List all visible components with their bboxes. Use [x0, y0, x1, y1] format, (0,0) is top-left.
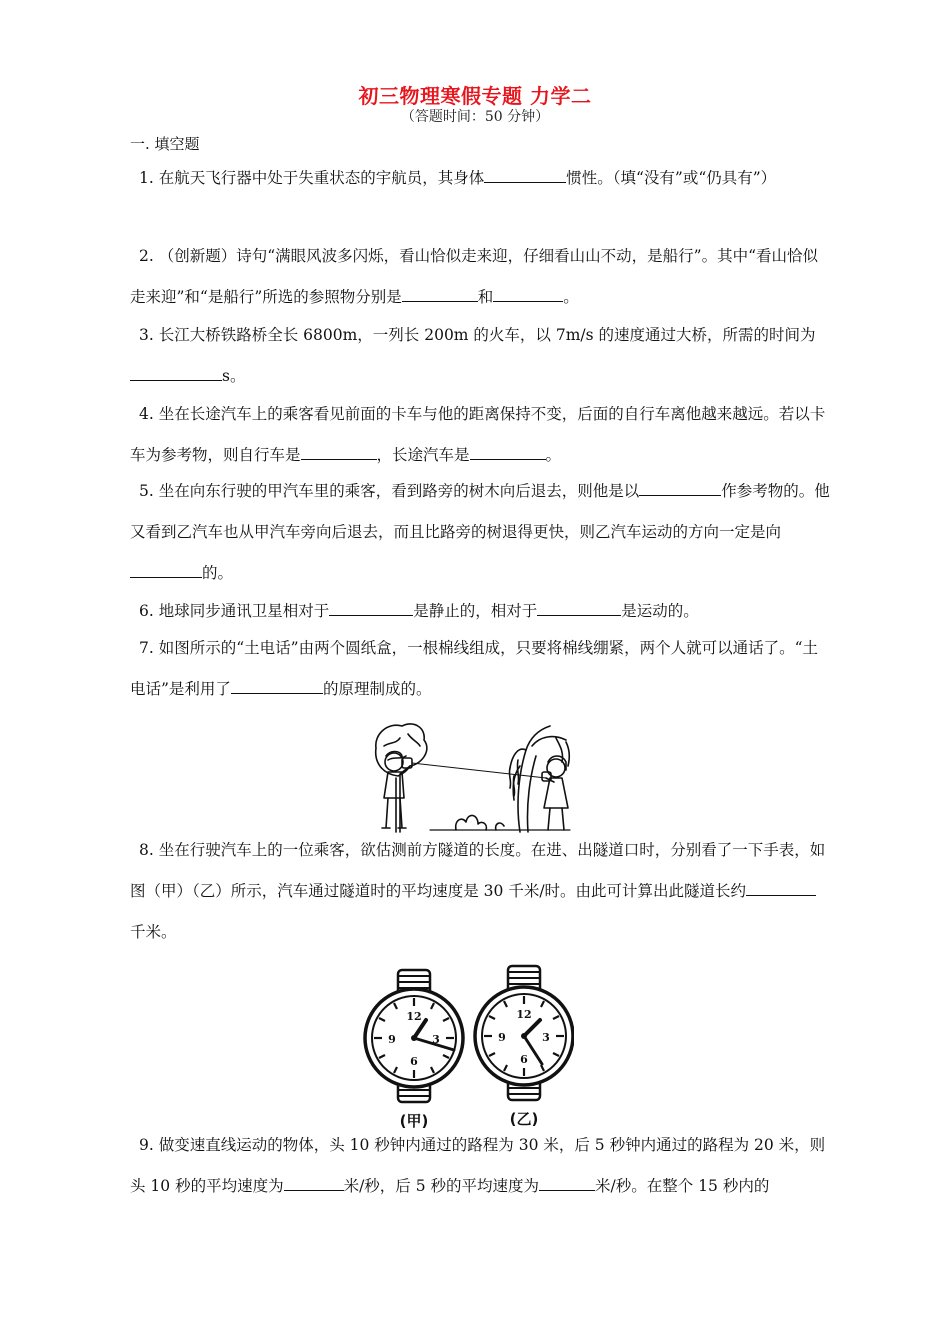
question-3: [130, 315, 830, 397]
question-4-text-a: 4. 坐在长途汽车上的乘客看见前面的卡车与他的距离保持不变，后面的自行车离他越来越远。若以卡车为参考物，则自行车是: [130, 405, 826, 464]
question-5-text-b: 作参考物的。他又看到乙汽车也从甲汽车旁向后退去，而且比路旁的树退得更快，则乙汽车运动的方向一定是向: [130, 482, 830, 541]
question-1-text-a: 1. 在航天飞行器中处于失重状态的宇航员，其身体: [139, 169, 485, 187]
watches-figure: [362, 964, 574, 1134]
question-4: [130, 394, 830, 476]
answer-blank: [329, 597, 413, 616]
dial-number-9: 9: [498, 1031, 506, 1044]
question-2-text-b: 和: [477, 288, 494, 306]
question-6: [130, 591, 830, 632]
answer-blank: [402, 283, 478, 302]
question-2-text-a: 2. （创新题）诗句“满眼风波多闪烁，看山恰似走来迎，仔细看山山不动，是船行”。其中“看山恰似走来迎”和“是船行”所选的参照物分别是: [130, 247, 818, 306]
answer-blank: [746, 877, 816, 896]
question-9-text-b: 米/秒，后 5 秒的平均速度为: [343, 1177, 540, 1195]
answer-blank: [639, 477, 721, 496]
watch-label-jia: (甲): [399, 1112, 429, 1130]
question-9: [130, 1125, 830, 1207]
answer-blank: [493, 283, 563, 302]
question-6-text-c: 是运动的。: [621, 602, 699, 620]
answer-blank: [130, 559, 202, 578]
question-7-text-a: 7. 如图所示的“土电话”由两个圆纸盒，一根棉线组成，只要将棉线绷紧，两个人就可以通话了。“土电话”是利用了: [130, 639, 818, 698]
question-9-text-c: 米/秒。在整个 15 秒内的: [595, 1177, 770, 1195]
question-2: [130, 236, 830, 318]
answer-blank: [537, 597, 621, 616]
question-5: [130, 471, 830, 594]
question-4-text-b: ，长途汽车是: [376, 446, 470, 464]
question-7: [130, 628, 830, 710]
answer-blank: [301, 441, 377, 460]
dial-number-6: 6: [520, 1053, 528, 1066]
question-8: [130, 830, 830, 953]
page-subtitle: （答题时间：50 分钟）: [400, 109, 550, 125]
dial-number-3: 3: [542, 1031, 550, 1044]
question-8-text-b: 千米。: [130, 923, 177, 941]
watch-yi: [475, 966, 573, 1128]
dial-number-9: 9: [388, 1033, 396, 1046]
answer-blank: [484, 164, 566, 183]
watch-label-yi: (乙): [509, 1110, 539, 1128]
answer-blank: [130, 362, 222, 381]
question-1: [130, 158, 830, 199]
dial-number-3: 3: [432, 1033, 440, 1046]
answer-blank: [470, 441, 546, 460]
dial-number-12: 12: [406, 1010, 422, 1023]
answer-blank: [284, 1172, 344, 1191]
question-6-text-a: 6. 地球同步通讯卫星相对于: [139, 602, 330, 620]
question-8-text-a: 8. 坐在行驶汽车上的一位乘客，欲估测前方隧道的长度。在进、出隧道口时，分别看了一下手表，如图（甲）（乙）所示，汽车通过隧道时的平均速度是 30 千米/时。由此可计算出此隧道长约: [130, 841, 826, 900]
question-6-text-b: 是静止的，相对于: [413, 602, 538, 620]
question-4-text-c: 。: [545, 446, 562, 464]
question-3-text-a: 3. 长江大桥铁路桥全长 6800m，一列长 200m 的火车，以 7m/s 的速度通过大桥，所需的时间为: [139, 326, 816, 344]
question-9-text-a: 9. 做变速直线运动的物体，头 10 秒钟内通过的路程为 30 米，后 5 秒钟内通过的路程为 20 米，则头 10 秒的平均速度为: [130, 1136, 826, 1195]
watch-jia: [365, 970, 463, 1130]
question-1-text-b: 惯性。（填“没有”或“仍具有”）: [566, 169, 777, 187]
answer-blank: [231, 675, 323, 694]
question-2-text-c: 。: [563, 288, 579, 306]
question-3-text-b: s。: [222, 367, 246, 385]
page-title: 初三物理寒假专题 力学二: [358, 84, 592, 108]
tin-can-telephone-illustration: [370, 716, 582, 834]
answer-blank: [539, 1172, 595, 1191]
dial-number-12: 12: [516, 1008, 532, 1021]
question-5-text-a: 5. 坐在向东行驶的甲汽车里的乘客，看到路旁的树木向后退去，则他是以: [139, 482, 640, 500]
dial-number-6: 6: [410, 1055, 418, 1068]
question-7-text-b: 的原理制成的。: [322, 680, 432, 698]
section-heading: 一. 填空题: [130, 135, 200, 153]
question-5-text-c: 的。: [202, 564, 234, 582]
